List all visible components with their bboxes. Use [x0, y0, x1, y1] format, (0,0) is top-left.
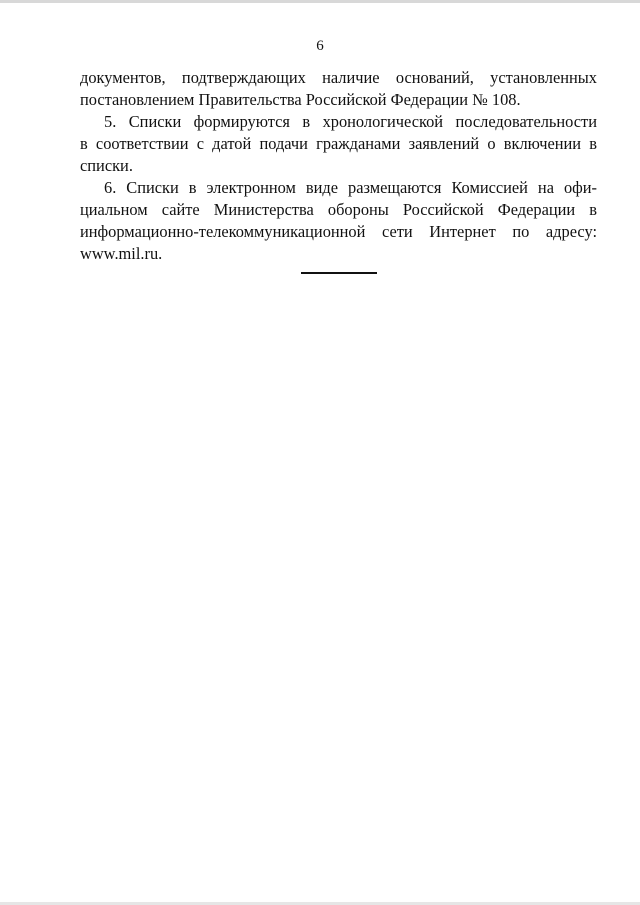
scan-edge-top [0, 0, 640, 3]
paragraph-6-line-1: 6. Списки в электронном виде размещаются Комиссией на офи- [104, 178, 597, 197]
paragraph-5-line-2: в соответствии с датой подачи гражданами заявлений о включении в [80, 134, 597, 153]
paragraph-6-line-4: www.mil.ru. [80, 244, 163, 263]
page-number: 6 [316, 38, 324, 54]
paragraph-5-line-1: 5. Списки формируются в хронологической последовательности [104, 112, 597, 131]
paragraph-6-line-3: информационно-телекоммуникационной сети Интернет по адресу: [80, 222, 597, 241]
end-separator-line [301, 272, 377, 274]
paragraph-5-line-3: списки. [80, 156, 133, 175]
text-line-1: документов, подтверждающих наличие оснований, установленных [80, 68, 597, 87]
paragraph-6-line-2: циальном сайте Министерства обороны Российской Федерации в [80, 200, 597, 219]
text-line-2: постановлением Правительства Российской Федерации № 108. [80, 90, 521, 109]
